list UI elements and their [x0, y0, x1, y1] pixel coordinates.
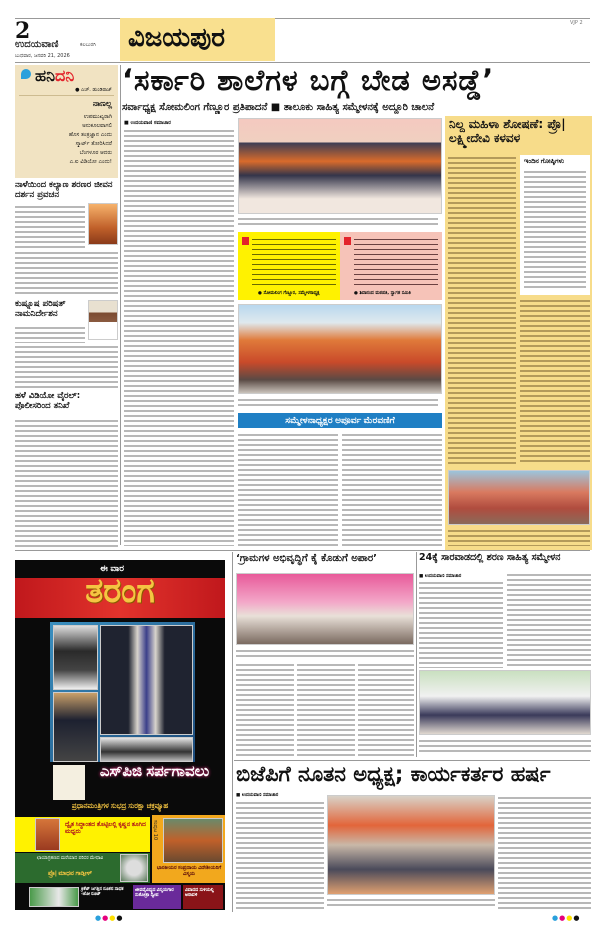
section-banner: ಸಮ್ಮೇಳನಾಧ್ಯಕ್ಷರ ಅಪೂರ್ವ ಮೆರವಣಿಗೆ [238, 413, 442, 428]
photo-joe-root [29, 887, 79, 907]
story-headline[interactable]: 24ಕ್ಕೆ ಸಾರವಾಡದಲ್ಲಿ ಶರಣ ಸಾಹಿತ್ಯ ಸಮ್ಮೇಳನ [419, 552, 561, 563]
story-body [297, 662, 355, 757]
photo-caption [327, 897, 495, 909]
byline: ■ ಉದಯವಾಣಿ ಸಮಾಚಾರ [419, 574, 462, 579]
photo-caption [236, 648, 414, 658]
photo-caption [419, 738, 591, 753]
ad-item: ದ್ವೈತ ಸಿದ್ಧಾಂತದ ತೊಟ್ಟಿಲಲ್ಲಿ ಕೃಷ್ಣನ ತೂಗಿದ ಮಧ್ವರು [65, 822, 146, 835]
story-headline[interactable]: ‘ಗ್ರಾಮಗಳ ಅಭಿವೃದ್ಧಿಗೆ ಕೈ ಕೊಡುಗೆ ಅಪಾರ’ [236, 553, 377, 564]
registration-marks: ●●●● [95, 914, 124, 922]
lead-body [342, 432, 442, 546]
ad-item: ಭಾರತೀಯರ ಸಂಪ್ರದಾಯ ವಿದೇಶೀಯರಿಗೆ ವಿಸ್ಮಯ [156, 865, 222, 877]
story-headline[interactable]: ಕುಷ್ನೂಷ ಪರಿಷತ್ ನಾಮನಿರ್ದೇಶನ [15, 299, 66, 319]
story-headline[interactable]: ಹಳೆ ವಿಡಿಯೋ ವೈರಲ್: ಪೊಲೀಸರಿಂದ ತನಿಖೆ [15, 391, 81, 411]
page-number: 2 [15, 18, 31, 44]
story-body [419, 580, 503, 668]
story-headline[interactable]: ಬಿಜೆಪಿಗೆ ನೂತನ ಅಧ್ಯಕ್ಷ; ಕಾರ್ಯಕರ್ತರ ಹರ್ಷ [236, 762, 551, 786]
photo-car [100, 737, 193, 762]
lead-body [238, 432, 338, 546]
hanidani-author: ● ಎಚ್. ಡುಂಡಿರಾಜ್ [75, 87, 112, 93]
column-divider [232, 552, 233, 912]
lead-body [124, 128, 234, 546]
story-body [358, 662, 414, 757]
byline: ■ ಉದಯವಾಣಿ ಸಮಾಚಾರ [236, 793, 279, 798]
photo-inauguration [238, 118, 442, 214]
poem-body: ಉಪಮುಖ್ಯರಾಗಿ ಅನುಕೂಲವಾಗಲಿ ಹೊಸ ತಂತ್ರಜ್ಞಾನ ಎಂದು ಸ್ಮಾರ್ಟ್ ತೋರಿಸಿದರೆ ಬೆಂಗಳೂರ ಆದರು ಎ.ಐ ವಿಡಿಯೋ ಎಂದು! [68, 114, 112, 165]
thumbs-up-icon [344, 237, 351, 245]
ad-item: ಪ್ರೊ| ಮಾಧವ ಗಾಡ್ಗೀಳ್ [48, 871, 92, 877]
story-body [15, 344, 118, 389]
sessions-box-title: ಇಂದಿನ ಗೋಷ್ಠಿಗಳು [524, 158, 565, 165]
lead-headline[interactable]: ‘ಸರ್ಕಾರಿ ಶಾಲೆಗಳ ಬಗ್ಗೆ ಬೇಡ ಅಸಡ್ಡೆ’ [122, 63, 495, 97]
photo-caption [238, 216, 438, 226]
ad-item: ಛಾಯಾಗ್ರಹಣದ ಮರೆಯಾದ ಪರಿಸರ ಮೇಧಾವಿ [36, 856, 104, 861]
column-divider [120, 65, 121, 545]
quote-box: ● ಸೋಮಲಿಂಗ ಗೆಣ್ಣೂರ, ಸಮ್ಮೇಳನಾಧ್ಯಕ್ಷ [238, 232, 340, 300]
drop-icon [21, 69, 31, 79]
ad-cover-sub: ಪ್ರಧಾನಮಂತ್ರಿಗಳ ಸುಭದ್ರ ಸುರಕ್ಷಾ ಚಕ್ರವ್ಯೂಹ [71, 803, 169, 810]
hanidani-title-a: ಹನಿ [35, 66, 55, 85]
quote-box: ● ಶಿವಾನಂದ ಮಠಪತಿ, ಸ್ವಾಗತ ಸಮಿತಿ [340, 232, 442, 300]
photo-guard [53, 692, 98, 762]
story-rule [234, 760, 590, 761]
photo-spg-commandos [53, 625, 98, 690]
sessions-box [520, 155, 590, 295]
story-body [498, 795, 591, 910]
registration-marks: ●●●● [552, 914, 581, 922]
ad-kicker: ಈ ವಾರ [100, 563, 125, 573]
photo-felicitation [419, 670, 591, 735]
right-story-headline[interactable]: ನಿಲ್ದ ಮಹಿಳಾ ಶೋಷಣೆ: ಪ್ರೊ| ಲಕ್ಷ್ಮೀದೇವಿ ಕಳವಳ [449, 117, 566, 145]
photo-madhvacharya [35, 818, 60, 851]
fold-rule [15, 550, 590, 551]
photo-bjp-celebration [327, 795, 495, 895]
lead-subhead: ಸರ್ವಾಧ್ಯಕ್ಷ ಸೋಮಲಿಂಗ ಗೆಣ್ಣೂರ ಪ್ರತಿಪಾದನೆ ■ ತಾಲೂಕು ಸಾಹಿತ್ಯ ಸಮ್ಮೇಳನಕ್ಕೆ ಅದ್ದೂರಿ ಚಾಲನೆ [122, 102, 435, 113]
page-code: VJP 2 [570, 20, 583, 26]
ad-item: ಕ್ರಿಕೆಟ್ ಜಗತ್ತಿನ ನೂತನ ಸಾಧಕ -ಜೋ ರೂಟ್ [81, 886, 124, 896]
ad-item: ಜೀವವೈವಿಧ್ಯದ ವಿಸ್ಮಯಗಾರ ಸುಕೋತ್ರಾ ದ್ವೀಪ [133, 885, 181, 909]
story-body [15, 204, 85, 249]
story-body [448, 155, 516, 465]
taranga-ad[interactable] [15, 560, 225, 910]
thumbs-up-icon [242, 237, 249, 245]
edition-label: ಕಲಬುರಗಿ [80, 42, 96, 48]
ad-cover-title: ಎಸ್‌ಪಿಜಿ ಸರ್ಪಗಾವಲು [99, 763, 210, 780]
hanidani-box [15, 65, 118, 178]
story-body [15, 250, 118, 295]
photo-portrait [88, 300, 118, 340]
ad-brand: ತರಂಗ [85, 572, 155, 610]
photo-caption [448, 528, 590, 546]
story-body [15, 325, 85, 343]
photo-caption [238, 397, 438, 407]
story-headline[interactable]: ನಾಳೆಯಿಂದ ಕಲ್ಯಾಣ ಶರಣರ ಜೀವನ ದರ್ಶನ ಪ್ರವಚನ [15, 180, 113, 200]
ad-issue: ಸಂಪುಟ 10 [152, 820, 158, 841]
ad-item: ವಿವಾದದ ಸುಳಿಯಲ್ಲಿ ಅರಾವಳಿ [183, 885, 223, 909]
top-rule [15, 18, 590, 19]
story-body [236, 800, 324, 910]
column-divider [416, 552, 417, 757]
photo-gadgil [120, 854, 148, 882]
story-body [236, 662, 294, 757]
photo-women-event [448, 470, 590, 525]
brand-name: ಉದಯವಾಣಿ [15, 39, 59, 50]
photo-procession [238, 304, 442, 394]
section-title: ವಿಜಯಪುರ [120, 18, 275, 61]
story-body [520, 298, 590, 465]
story-body [15, 418, 118, 548]
photo-pm-walk [100, 625, 193, 735]
story-body [507, 572, 591, 668]
spg-emblem-icon [53, 765, 85, 800]
photo-swamiji [88, 203, 118, 245]
photo-tradition [163, 818, 223, 863]
poem-title: ನಾಣಲ್ಲ [92, 99, 112, 108]
hanidani-title-b: ದನಿ [54, 66, 75, 85]
date: ಬುಧವಾರ, ಜನವರಿ 21, 2026 [15, 53, 70, 59]
byline: ■ ಉದಯವಾಣಿ ಸಮಾಚಾರ [124, 120, 171, 126]
photo-village-event [236, 573, 414, 645]
